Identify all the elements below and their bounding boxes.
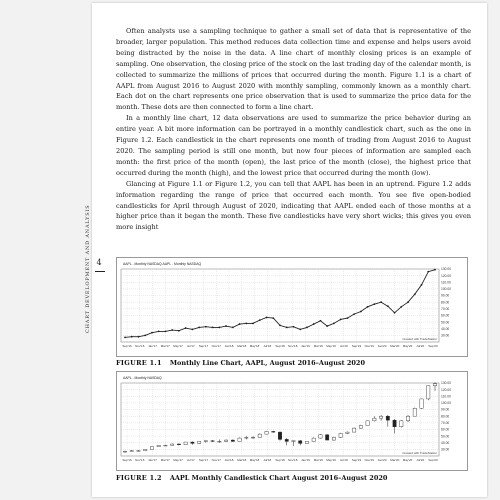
candle-up [130, 451, 133, 452]
x-tick-label: Mar'19 [313, 458, 323, 462]
candle-up [150, 447, 153, 450]
y-tick-label: 90.00 [441, 407, 450, 412]
x-tick-label: May'18 [249, 458, 260, 462]
x-tick-label: Jul'19 [339, 344, 348, 348]
x-tick-label: Mar'17 [160, 344, 170, 348]
y-tick-label: 60.00 [441, 313, 450, 318]
candle-up [184, 442, 187, 445]
x-tick-label: Nov'17 [211, 344, 221, 348]
candle-up [413, 408, 416, 416]
y-tick-label: 120.00 [441, 273, 452, 278]
line-point [400, 306, 402, 308]
x-tick-label: Jul'20 [416, 344, 425, 348]
line-point [151, 332, 153, 334]
x-tick-label: May'20 [402, 344, 413, 348]
candle-up [292, 441, 295, 442]
chart-legend: AAPL - Monthly NASDAQ [123, 376, 162, 380]
candle-up [400, 421, 403, 427]
candle-down [211, 441, 214, 442]
line-point [158, 330, 160, 332]
x-tick-label: May'17 [173, 344, 183, 348]
x-tick-label: Sep'16 [122, 344, 132, 348]
x-tick-label: Jan'18 [224, 344, 234, 348]
candle-down [272, 431, 275, 432]
candle-up [427, 386, 430, 399]
line-point [245, 323, 247, 325]
candle-down [386, 416, 389, 420]
candle-up [224, 440, 227, 441]
x-tick-label: May'20 [402, 458, 413, 462]
candle-down [285, 439, 288, 441]
y-tick-label: 70.00 [441, 421, 450, 426]
x-tick-label: Mar'19 [313, 344, 323, 348]
x-tick-label: Jul'20 [416, 458, 425, 462]
candle-up [359, 425, 362, 428]
x-tick-label: Jan'20 [377, 344, 387, 348]
candle-up [332, 437, 335, 440]
y-tick-label: 50.00 [441, 434, 450, 439]
body-text [116, 26, 471, 233]
page-number-rule [95, 271, 105, 272]
book-page [85, 3, 487, 497]
line-point [373, 303, 375, 305]
figure-1-2-title: AAPL Monthly Candlestick Chart August 2016–August 2020 [169, 474, 388, 482]
candle-up [144, 449, 147, 450]
x-tick-label: Jan'20 [377, 458, 387, 462]
line-point [205, 326, 207, 328]
line-point [427, 271, 429, 273]
paragraph-1: Often analysts use a sampling technique to gather a small set of data that is representative of the broader, larger population. This method reduces data collection time and expense and helps users avoid being distracted by the noise in the data. A line chart of monthly closing prices is an example of sampling. One observation, the closing price of the stock on the last trading day of the calendar month, is collected to summarize the millions of prices that occurred during the month. Figure 1.1 is a chart of AAPL from August 2016 to August 2020 with monthly sampling, commonly known as a monthly chart. Each dot on the chart represents one price observation that is used to summarize the price data for the month. These dots are then connected to form a line chart. [116, 27, 471, 112]
line-point [313, 323, 315, 325]
x-tick-label: Sep'19 [351, 344, 362, 348]
candle-up [312, 438, 315, 441]
candle-up [373, 418, 376, 421]
y-tick-label: 90.00 [441, 293, 450, 298]
x-tick-label: Nov'16 [135, 344, 145, 348]
candle-up [157, 445, 160, 446]
line-point [144, 334, 146, 336]
page-number: 4 [96, 258, 102, 267]
y-tick-label: 100.00 [441, 401, 452, 406]
x-tick-label: Sep'18 [275, 458, 285, 462]
line-point [198, 327, 200, 329]
line-point [279, 325, 281, 327]
x-tick-label: May'19 [326, 458, 336, 462]
candle-up [305, 441, 308, 443]
line-point [421, 284, 423, 286]
line-point [340, 319, 342, 321]
x-tick-label: Mar'17 [160, 458, 170, 462]
y-tick-label: 80.00 [441, 300, 450, 305]
x-tick-label: Jul'17 [186, 344, 195, 348]
candlestick-chart-svg [117, 372, 467, 470]
chart-watermark: Created with TradeStation [402, 337, 437, 341]
line-point [387, 305, 389, 307]
figure-1-2-label: FIGURE 1.2 [116, 474, 162, 482]
y-tick-label: 110.00 [441, 280, 451, 285]
candle-up [137, 451, 140, 452]
line-point [252, 323, 254, 325]
candle-up [352, 428, 355, 432]
y-tick-label: 120.00 [441, 387, 452, 392]
x-tick-label: Mar'20 [390, 344, 400, 348]
figure-1-1-title: Monthly Line Chart, AAPL, August 2016–August 2020 [169, 359, 365, 367]
line-point [124, 336, 126, 338]
figure-1-1-chart [116, 257, 468, 357]
x-tick-label: Nov'19 [364, 458, 374, 462]
x-tick-label: Mar'18 [237, 344, 247, 348]
y-tick-label: 100.00 [441, 287, 452, 292]
candle-up [170, 444, 173, 445]
paragraph-3: Glancing at Figure 1.1 or Figure 1.2, you can tell that AAPL has been in an uptrend. Figure 1.2 adds information regarding the range of price that occurred each month. You see five open-bodied candlesticks for April through August of 2020, indicating that AAPL ended each of those months at a higher price than it began the month. These five candlesticks have very short wicks; this gives you even more insight [116, 179, 471, 232]
line-point [299, 328, 301, 330]
x-tick-label: Jul'17 [186, 458, 195, 462]
x-tick-label: Sep'17 [198, 344, 209, 348]
y-tick-label: 110.00 [441, 394, 451, 399]
line-point [293, 326, 295, 328]
x-tick-label: May'19 [326, 344, 336, 348]
x-tick-label: Nov'16 [135, 458, 145, 462]
candle-up [251, 437, 254, 438]
line-point [380, 301, 382, 303]
y-tick-label: 70.00 [441, 307, 450, 312]
y-tick-label: 30.00 [441, 447, 450, 452]
line-point [131, 336, 133, 338]
candle-up [265, 431, 268, 434]
line-point [165, 330, 167, 332]
candle-up [366, 421, 369, 426]
x-tick-label: Nov'17 [211, 458, 221, 462]
y-tick-label: 40.00 [441, 326, 450, 331]
chart-legend: AAPL - Monthly NASDAQ AAPL - Monthly NASDAQ [123, 262, 202, 266]
line-point [320, 320, 322, 322]
candle-down [231, 440, 234, 441]
line-point [185, 327, 187, 329]
line-point [138, 336, 140, 338]
running-head-side: CHART DEVELOPMENT AND ANALYSIS [85, 204, 91, 333]
candle-up [197, 441, 200, 443]
line-point [272, 317, 274, 319]
line-point [178, 330, 180, 332]
line-point [286, 327, 288, 329]
y-tick-label: 30.00 [441, 333, 450, 338]
x-tick-label: Jul'18 [263, 344, 272, 348]
line-point [239, 323, 241, 325]
candle-up [433, 384, 436, 386]
x-tick-label: Jan'18 [224, 458, 234, 462]
figure-1-1-label: FIGURE 1.1 [116, 359, 162, 367]
x-tick-label: May'18 [249, 344, 260, 348]
line-point [434, 269, 436, 271]
line-point [259, 319, 261, 321]
line-point [353, 313, 355, 315]
y-tick-label: 50.00 [441, 320, 450, 325]
candle-down [325, 435, 328, 440]
line-point [367, 306, 369, 308]
candle-up [123, 451, 126, 452]
x-tick-label: Sep'20 [428, 344, 438, 348]
candle-up [238, 438, 241, 441]
candle-up [379, 416, 382, 418]
figure-1-2-chart [116, 371, 468, 471]
y-tick-label: 40.00 [441, 440, 450, 445]
line-point [225, 325, 227, 327]
candle-down [177, 444, 180, 445]
y-tick-label: 130.00 [441, 381, 452, 386]
line-point [407, 301, 409, 303]
x-tick-label: Sep'17 [198, 458, 209, 462]
candle-down [278, 432, 281, 439]
x-tick-label: Nov'19 [364, 344, 374, 348]
line-chart-svg [117, 258, 467, 356]
candle-up [258, 434, 261, 437]
candle-up [245, 437, 248, 438]
candle-up [204, 441, 207, 442]
y-tick-label: 80.00 [441, 414, 450, 419]
line-point [414, 293, 416, 295]
candle-up [346, 432, 349, 433]
line-point [218, 327, 220, 329]
candle-up [339, 433, 342, 437]
figure-1-1-caption [116, 359, 365, 367]
x-tick-label: Sep'16 [122, 458, 132, 462]
paragraph-2: In a monthly line chart, 12 data observations are used to summarize the price behavior during an entire year. A bit more information can be portrayed in a monthly candlestick chart, such as the one in Figure 1.2. Each candlestick in the chart represents one month of trading from August 2016 to August 2020. The sampling period is still one month, but now four pieces of information are sampled each month: the first price of the month (open), the last price of the month (close), the highest price that occurred during the month (high), and the lowest price that occurred during the month (low). [116, 114, 471, 177]
y-tick-label: 130.00 [441, 267, 452, 272]
candle-down [191, 442, 194, 443]
line-point [333, 323, 335, 325]
candle-up [319, 435, 322, 438]
line-point [266, 317, 268, 319]
x-tick-label: Jan'19 [301, 458, 310, 462]
line-point [306, 327, 308, 329]
candle-up [164, 445, 167, 446]
x-tick-label: Jan'17 [148, 458, 157, 462]
chart-watermark: Created with TradeStation [402, 451, 437, 455]
line-point [212, 327, 214, 329]
candle-up [406, 416, 409, 421]
candle-down [393, 420, 396, 427]
x-tick-label: Nov'18 [288, 458, 298, 462]
x-tick-label: Jan'19 [301, 344, 310, 348]
x-tick-label: Sep'20 [428, 458, 438, 462]
line-point [326, 325, 328, 327]
figure-1-2-caption [116, 474, 387, 482]
x-tick-label: Mar'20 [390, 458, 400, 462]
candle-up [420, 399, 423, 408]
line-point [360, 311, 362, 313]
x-tick-label: Jul'18 [263, 458, 272, 462]
x-tick-label: Sep'18 [275, 344, 285, 348]
line-point [232, 327, 234, 329]
line-point [346, 317, 348, 319]
line-point [394, 312, 396, 314]
line-point [191, 328, 193, 330]
x-tick-label: Nov'18 [288, 344, 298, 348]
candle-up [218, 441, 221, 442]
x-tick-label: Mar'18 [237, 458, 247, 462]
y-tick-label: 60.00 [441, 427, 450, 432]
x-tick-label: Jan'17 [148, 344, 157, 348]
x-tick-label: Jul'19 [339, 458, 348, 462]
line-point [171, 329, 173, 331]
candle-down [299, 441, 302, 444]
x-tick-label: May'17 [173, 458, 183, 462]
x-tick-label: Sep'19 [351, 458, 362, 462]
